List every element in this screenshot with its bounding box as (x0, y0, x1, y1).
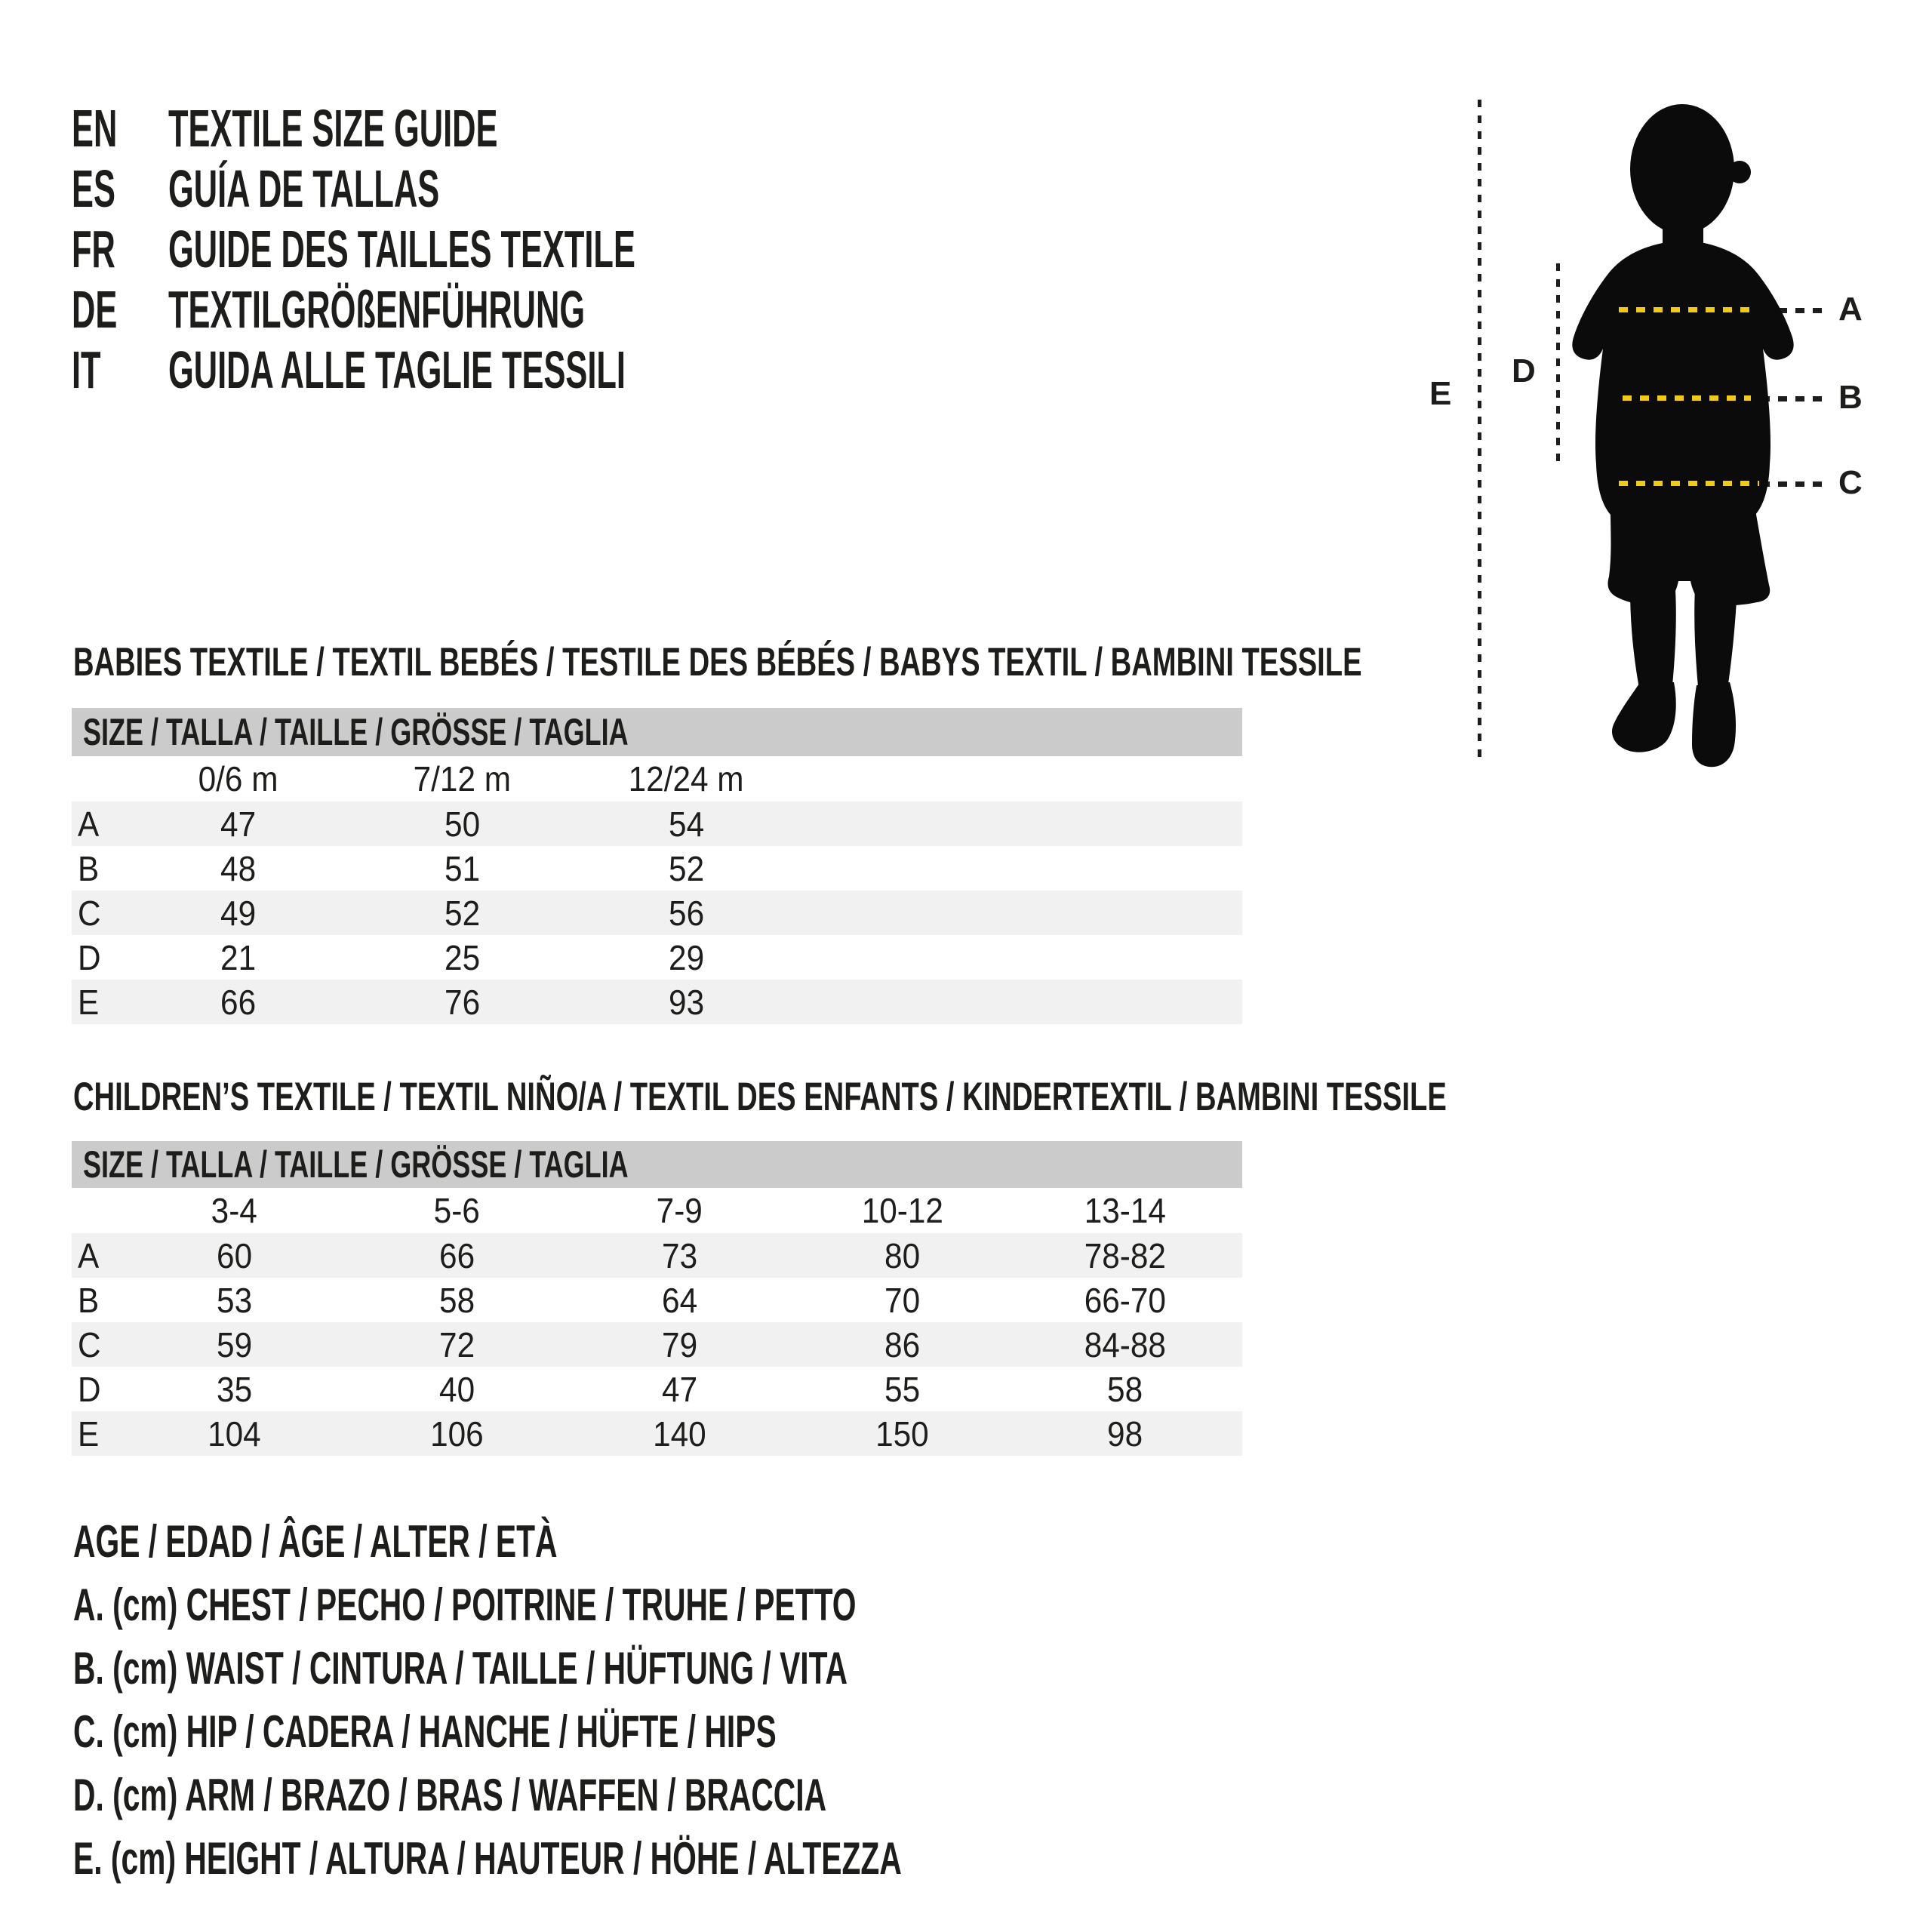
table-row (72, 801, 1242, 846)
table-value: 48 (220, 848, 257, 888)
table-value: 29 (668, 937, 705, 977)
table-value: 73 (661, 1235, 698, 1275)
table-value: 150 (875, 1414, 929, 1454)
table-row (72, 935, 1242, 980)
column-header: 0/6 m (198, 759, 278, 798)
table-row (72, 891, 1242, 935)
table-value: 52 (444, 893, 481, 933)
table-value: 66-70 (1084, 1280, 1166, 1320)
figure-label-d: D (1512, 352, 1536, 389)
title-en: TEXTILE SIZE GUIDE (168, 99, 498, 158)
lang-code-it: IT (72, 340, 101, 399)
title-es: GUÍA DE TALLAS (168, 159, 440, 218)
table-value: 55 (884, 1369, 921, 1409)
table-value: 98 (1106, 1414, 1143, 1454)
row-label: A (78, 804, 100, 844)
row-label: D (78, 937, 101, 977)
table-value: 47 (220, 804, 257, 844)
legend-waist: B. (cm) WAIST / CINTURA / TAILLE / HÜFTUNG / VITA (73, 1643, 848, 1694)
table-value: 140 (653, 1414, 706, 1454)
row-label: C (78, 893, 101, 933)
silhouette-right-shoe (1692, 682, 1736, 767)
table-row (72, 1278, 1242, 1322)
size-header-label: SIZE / TALLA / TAILLE / GRÖSSE / TAGLIA (83, 1143, 629, 1186)
table-value: 72 (438, 1324, 475, 1364)
table-value: 54 (668, 804, 705, 844)
table-value: 104 (208, 1414, 261, 1454)
lang-code-es: ES (72, 159, 115, 218)
silhouette-left-shoe (1612, 682, 1676, 752)
children-column-header-row (72, 1188, 1242, 1233)
table-value: 21 (220, 937, 257, 977)
table-value: 50 (444, 804, 481, 844)
column-header: 12/24 m (629, 759, 744, 798)
table-value: 86 (884, 1324, 921, 1364)
figure-label-a: A (1838, 291, 1863, 328)
table-value: 58 (1106, 1369, 1143, 1409)
babies-size-table (72, 708, 1242, 1024)
row-label: D (78, 1369, 101, 1409)
table-value: 93 (668, 982, 705, 1022)
table-value: 52 (668, 848, 705, 888)
row-label: E (78, 1414, 100, 1454)
table-value: 56 (668, 893, 705, 933)
legend-chest: A. (cm) CHEST / PECHO / POITRINE / TRUHE / PETTO (73, 1580, 857, 1630)
table-value: 58 (438, 1280, 475, 1320)
hip-measure-line-c (1619, 481, 1759, 486)
table-value: 76 (444, 982, 481, 1022)
column-header: 5-6 (433, 1191, 481, 1230)
title-fr: GUIDE DES TAILLES TEXTILE (168, 220, 635, 278)
table-row (72, 846, 1242, 891)
row-label: A (78, 1235, 100, 1275)
chest-measure-line-a (1619, 307, 1755, 312)
legend-height: E. (cm) HEIGHT / ALTURA / HAUTEUR / HÖHE / ALTEZZA (73, 1833, 902, 1884)
figure-label-c: C (1838, 464, 1863, 501)
legend-arm: D. (cm) ARM / BRAZO / BRAS / WAFFEN / BRACCIA (73, 1770, 827, 1820)
babies-size-header-bar (72, 708, 1242, 756)
table-row (72, 980, 1242, 1024)
babies-column-header-row (72, 756, 1242, 801)
column-header: 7/12 m (413, 759, 512, 798)
table-value: 49 (220, 893, 257, 933)
table-value: 25 (444, 937, 481, 977)
table-value: 53 (216, 1280, 253, 1320)
size-header-label: SIZE / TALLA / TAILLE / GRÖSSE / TAGLIA (83, 711, 629, 753)
table-value: 35 (216, 1369, 253, 1409)
row-label: E (78, 982, 100, 1022)
table-row (72, 1322, 1242, 1367)
table-value: 70 (884, 1280, 921, 1320)
figure-label-e: E (1429, 375, 1452, 412)
row-label: B (78, 848, 100, 888)
table-value: 66 (438, 1235, 475, 1275)
row-label: C (78, 1324, 101, 1364)
waist-measure-line-b (1623, 395, 1751, 401)
table-value: 66 (220, 982, 257, 1022)
column-header: 10-12 (861, 1191, 943, 1230)
lang-code-de: DE (72, 280, 118, 339)
children-section-heading: CHILDREN’S TEXTILE / TEXTIL NIÑO/A / TEXTIL DES ENFANTS / KINDERTEXTIL / BAMBINI TESSILE (73, 1075, 1447, 1119)
table-value: 59 (216, 1324, 253, 1364)
silhouette-left-leg (1630, 589, 1676, 688)
row-label: B (78, 1280, 100, 1320)
table-row (72, 1411, 1242, 1456)
table-value: 84-88 (1084, 1324, 1166, 1364)
figure-label-b: B (1838, 379, 1863, 416)
silhouette-torso (1572, 240, 1793, 515)
table-value: 51 (444, 848, 481, 888)
table-value: 60 (216, 1235, 253, 1275)
table-value: 79 (661, 1324, 698, 1364)
title-de: TEXTILGRÖßENFÜHRUNG (168, 280, 586, 339)
table-value: 80 (884, 1235, 921, 1275)
lang-code-en: EN (72, 99, 118, 158)
table-row (72, 1233, 1242, 1278)
column-header: 7-9 (656, 1191, 703, 1230)
babies-section-heading: BABIES TEXTILE / TEXTIL BEBÉS / TESTILE DES BÉBÉS / BABYS TEXTIL / BAMBINI TESSILE (73, 640, 1362, 685)
title-it: GUIDA ALLE TAGLIE TESSILI (168, 340, 626, 399)
table-value: 78-82 (1084, 1235, 1166, 1275)
legend-hip: C. (cm) HIP / CADERA / HANCHE / HÜFTE / HIPS (73, 1706, 777, 1757)
table-row (72, 1367, 1242, 1411)
silhouette-ear (1728, 161, 1751, 183)
table-value: 106 (430, 1414, 484, 1454)
column-header: 3-4 (211, 1191, 258, 1230)
lang-code-fr: FR (72, 220, 115, 278)
child-silhouette (1555, 91, 1811, 777)
table-value: 47 (661, 1369, 698, 1409)
column-header: 13-14 (1084, 1191, 1166, 1230)
table-value: 64 (661, 1280, 698, 1320)
children-size-table (72, 1141, 1242, 1456)
children-size-header-bar (72, 1141, 1242, 1188)
table-value: 40 (438, 1369, 475, 1409)
silhouette-right-leg (1694, 586, 1737, 687)
legend-age: AGE / EDAD / ÂGE / ALTER / ETÀ (73, 1516, 558, 1567)
